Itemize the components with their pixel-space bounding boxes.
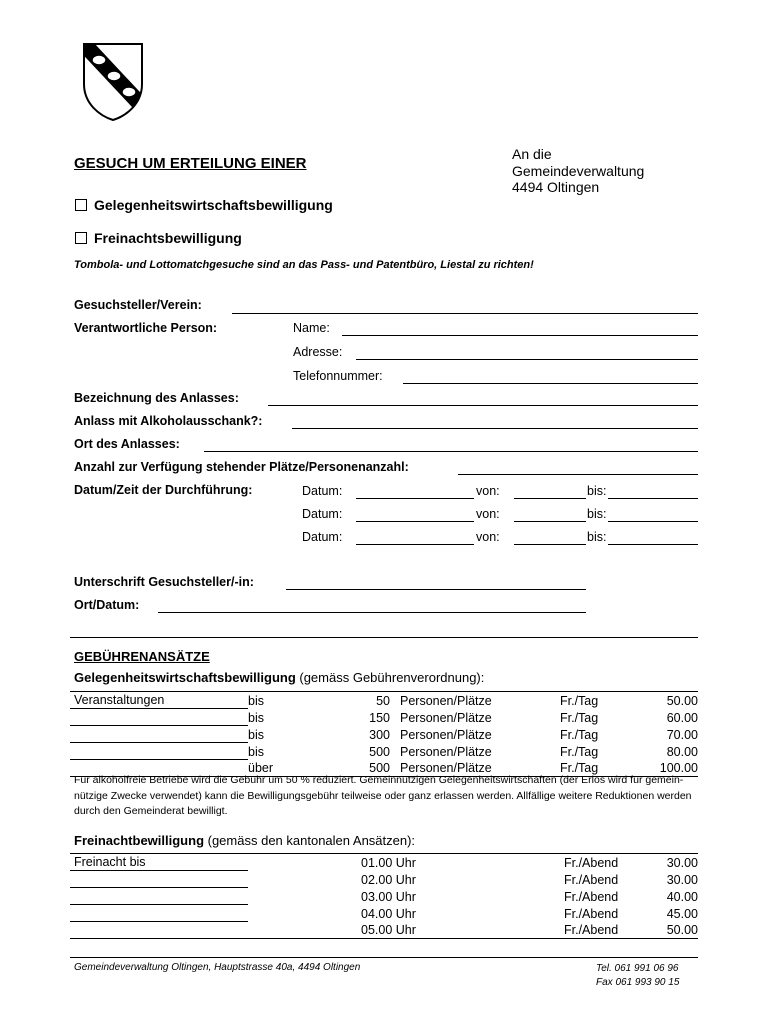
footer-contact — [596, 962, 679, 990]
table-cell: 500 — [300, 760, 390, 777]
date-label: Datum: — [302, 484, 343, 498]
footer-tel: Tel. 061 991 06 96 — [596, 963, 679, 974]
table-cell: bis — [248, 744, 264, 759]
name-label: Name: — [293, 321, 330, 335]
table-cell: Fr./Tag — [560, 710, 599, 725]
fn-fees-title: Freinachtbewilligung — [74, 833, 205, 848]
location-label: Ort des Anlasses: — [74, 437, 180, 451]
table-row — [70, 743, 698, 760]
signature-label: Unterschrift Gesuchsteller/-in: — [74, 575, 254, 589]
table-cell: 80.00 — [666, 744, 698, 759]
gw-fees-suffix: (gemäss Gebührenverordnung): — [295, 670, 485, 685]
table-row — [70, 726, 698, 743]
table-cell: 40.00 — [666, 889, 698, 904]
note: Tombola- und Lottomatchgesuche sind an das Pass- und Patentbüro, Liestal zu richten! — [74, 259, 534, 271]
event-name-field[interactable] — [268, 405, 698, 406]
table-cell: 30.00 — [644, 854, 698, 871]
table-cell: 30.00 — [666, 872, 698, 887]
option-label: Gelegenheitswirtschaftsbewilligung — [94, 197, 333, 213]
table-row — [70, 871, 698, 888]
recipient-line: Gemeindeverwaltung — [512, 162, 645, 179]
signature-field[interactable] — [286, 589, 586, 590]
table-cell: 04.00 Uhr — [361, 906, 416, 921]
checkbox[interactable] — [75, 199, 87, 211]
table-cell: Veranstaltungen — [70, 692, 248, 709]
table-cell: 03.00 Uhr — [361, 889, 416, 904]
option-gelegenheitswirtschaft[interactable] — [75, 197, 333, 213]
datetime-label: Datum/Zeit der Durchführung: — [74, 483, 253, 497]
table-cell — [70, 743, 248, 760]
table-cell: 70.00 — [666, 727, 698, 742]
table-cell: Fr./Tag — [560, 692, 640, 709]
place-date-label: Ort/Datum: — [74, 598, 140, 612]
applicant-label: Gesuchsteller/Verein: — [74, 298, 202, 312]
to-label: bis: — [587, 507, 607, 521]
table-cell: Personen/Plätze — [400, 744, 492, 759]
option-freinacht[interactable] — [75, 230, 242, 246]
table-cell: 300 — [369, 727, 390, 742]
table-row — [70, 888, 698, 905]
table-cell: Personen/Plätze — [396, 760, 560, 777]
table-cell: 60.00 — [666, 710, 698, 725]
gw-fees-note: Für alkoholfreie Betriebe wird die Gebühr um 50 % reduziert. Gemeinnützigen Gelegenheitswirtschaften (der Erlös wird für gemein-nützige Zwecke verwendet) kann die Bewilligungsgebühr teilweise oder ganz erlassen werden. Allfällige weitere Reduktionen werden durch den Gemeinderat bewilligt. — [74, 774, 692, 817]
from-label: von: — [476, 530, 500, 544]
address-field[interactable] — [356, 359, 698, 360]
alcohol-field[interactable] — [292, 428, 698, 429]
date-field[interactable] — [356, 521, 474, 522]
date-label: Datum: — [302, 530, 343, 544]
gw-fees-table — [70, 691, 698, 777]
table-cell: über — [248, 760, 300, 777]
section-divider — [70, 637, 698, 638]
table-cell: 05.00 Uhr — [361, 922, 564, 939]
table-cell — [70, 888, 248, 905]
checkbox[interactable] — [75, 232, 87, 244]
table-row — [70, 709, 698, 726]
table-cell: bis — [248, 710, 264, 725]
applicant-field[interactable] — [232, 313, 698, 314]
fees-title: GEBÜHRENANSÄTZE — [74, 649, 210, 664]
table-cell: 100.00 — [640, 760, 698, 777]
date-field[interactable] — [356, 498, 474, 499]
gw-fees-title: Gelegenheitswirtschaftsbewilligung — [74, 670, 296, 685]
table-cell: bis — [248, 727, 264, 742]
fn-fees-table — [70, 853, 698, 939]
table-cell: 01.00 Uhr — [361, 854, 564, 871]
phone-label: Telefonnummer: — [293, 369, 383, 383]
table-row — [70, 905, 698, 922]
table-row — [70, 854, 698, 871]
address-label: Adresse: — [293, 345, 343, 359]
table-cell — [70, 871, 248, 888]
to-field[interactable] — [608, 498, 698, 499]
seats-field[interactable] — [458, 474, 698, 475]
to-field[interactable] — [608, 521, 698, 522]
fn-fees-suffix: (gemäss den kantonalen Ansätzen): — [204, 833, 416, 848]
footer-address: Gemeindeverwaltung Oltingen, Hauptstrasse 40a, 4494 Oltingen — [74, 962, 361, 973]
table-cell: 02.00 Uhr — [361, 872, 416, 887]
from-field[interactable] — [514, 544, 586, 545]
table-cell: Fr./Tag — [560, 727, 599, 742]
to-label: bis: — [587, 484, 607, 498]
table-cell: 150 — [369, 710, 390, 725]
table-cell: Fr./Tag — [560, 744, 599, 759]
alcohol-label: Anlass mit Alkoholausschank?: — [74, 414, 263, 428]
option-label: Freinachtsbewilligung — [94, 230, 242, 246]
form-title: GESUCH UM ERTEILUNG EINER — [74, 155, 307, 172]
table-cell: Fr./Abend — [564, 872, 619, 887]
from-label: von: — [476, 507, 500, 521]
phone-field[interactable] — [403, 383, 698, 384]
event-name-label: Bezeichnung des Anlasses: — [74, 391, 239, 405]
table-cell: 45.00 — [666, 906, 698, 921]
table-cell — [70, 709, 248, 726]
table-cell: Fr./Abend — [564, 906, 619, 921]
table-cell: 50.00 — [644, 922, 698, 939]
table-cell: 500 — [369, 744, 390, 759]
table-row — [70, 692, 698, 709]
table-cell — [70, 922, 248, 939]
location-field[interactable] — [204, 451, 698, 452]
date-label: Datum: — [302, 507, 343, 521]
recipient-line: An die — [512, 146, 552, 162]
table-cell — [70, 905, 248, 922]
from-field[interactable] — [514, 498, 586, 499]
coat-of-arms-logo — [80, 40, 146, 122]
table-cell: 50.00 — [640, 692, 698, 709]
from-label: von: — [476, 484, 500, 498]
fn-fees-heading — [74, 833, 415, 848]
table-cell: Fr./Abend — [564, 889, 619, 904]
place-date-field[interactable] — [158, 612, 586, 613]
recipient-line: 4494 Oltingen — [512, 179, 600, 195]
table-cell: bis — [248, 692, 300, 709]
footer-divider — [70, 957, 698, 958]
seats-label: Anzahl zur Verfügung stehender Plätze/Personenanzahl: — [74, 460, 409, 474]
table-cell: 50 — [300, 692, 390, 709]
table-cell: Fr./Tag — [560, 760, 640, 777]
table-cell: Fr./Abend — [564, 922, 644, 939]
gw-fees-heading — [74, 670, 484, 685]
name-field[interactable] — [342, 335, 698, 336]
footer-fax: Fax 061 993 90 15 — [596, 977, 680, 988]
to-field[interactable] — [608, 544, 698, 545]
recipient-address — [512, 146, 644, 196]
table-cell: Freinacht bis — [70, 854, 248, 871]
responsible-label: Verantwortliche Person: — [74, 321, 218, 335]
table-row — [70, 922, 698, 939]
from-field[interactable] — [514, 521, 586, 522]
table-cell: Personen/Plätze — [400, 727, 492, 742]
table-cell: Personen/Plätze — [400, 710, 492, 725]
table-cell — [70, 726, 248, 743]
to-label: bis: — [587, 530, 607, 544]
date-field[interactable] — [356, 544, 474, 545]
table-cell: Personen/Plätze — [396, 692, 560, 709]
table-cell: Fr./Abend — [564, 854, 644, 871]
